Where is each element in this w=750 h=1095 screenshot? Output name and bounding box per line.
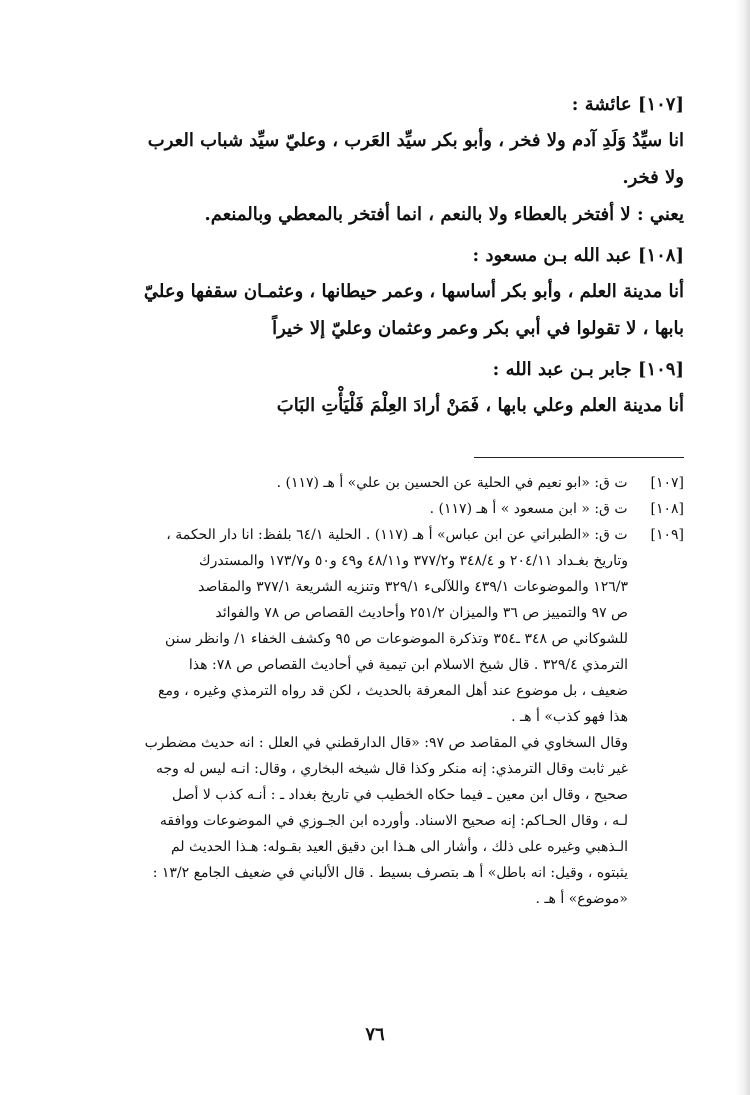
page-number: ٧٦ — [365, 1024, 385, 1045]
entry-narrator: جابر بـن عبد الله : — [492, 359, 632, 380]
hadith-entry — [124, 88, 684, 233]
entry-header — [124, 88, 684, 122]
footnote-continuation-line: صحيح ، وقال ابن معين ـ فيما حكاه الخطيب في تاريخ بغداد ـ : أنـه كذب لا أصل — [172, 787, 628, 803]
entry-narrator: عبد الله بـن مسعود : — [472, 245, 632, 266]
entry-narrator: عائشة : — [571, 94, 632, 115]
footnote-number: [١٠٨] — [650, 501, 684, 517]
footnote-text: ت ق: «الطبراني عن ابن عباس» أ هـ (١١٧) . الحلية ٦٤/١ بلفظ: انا دار الحكمة ، — [166, 527, 628, 543]
entry-number: [١٠٩] — [637, 359, 684, 380]
footnote-continuation-line: الـذهبي وغيره على ذلك ، وأشار الى هـذا ابن دقيق العيد بقـوله: هـذا الحديث لم — [170, 839, 628, 855]
footnote-number: [١٠٧] — [650, 475, 684, 491]
footnote-line: الترمذي ٣٢٩/٤ . قال شيخ الاسلام ابن تيمية في أحاديث القصاص ص ٧٨: هذا — [188, 657, 628, 673]
entry-header — [124, 353, 684, 387]
entry-header — [124, 239, 684, 273]
footnote-line: ضعيف ، بل موضوع عند أهل المعرفة بالحديث ، لكن قد رواه الترمذي وغيره ، ومع — [158, 683, 628, 699]
entry-text-line: ولا فخر. — [622, 167, 684, 188]
entry-text-line: بابها ، لا تقولوا في أبي بكر وعمر وعثمان وعليّ إلا خيراً — [272, 318, 684, 339]
entry-text-line: أنا مدينة العلم ، وأبو بكر أساسها ، وعمر حيطانها ، وعثمـان سقفها وعليّ — [143, 281, 684, 302]
footnotes — [124, 470, 684, 912]
footnote-line: ١٢٦/٣ والموضوعات ٤٣٩/١ واللآلىء ٣٢٩/١ وتنزيه الشريعة ٣٧٧/١ والمقاصد — [198, 579, 628, 595]
footnote-text: ت ق: «ابو نعيم في الحلية عن الحسين بن علي» أ هـ (١١٧) . — [276, 475, 628, 491]
footnote-separator — [474, 457, 684, 458]
hadith-entries — [124, 88, 684, 430]
footnote-continuation-line: لـه ، وقال الحـاكم: إنه صحيح الاسناد. وأورده ابن الجـوزي في الموضوعات ووافقه — [159, 813, 628, 829]
footnote-number: [١٠٩] — [650, 527, 684, 543]
entry-text-line: يعني : لا أفتخر بالعطاء ولا بالنعم ، انما أفتخر بالمعطي وبالمنعم. — [204, 204, 684, 225]
footnote-line — [124, 470, 684, 496]
entry-text-line: أنا مدينة العلم وعلي بابها ، فَمَنْ أرادَ العِلْمَ فَلْيَأْتِ البَابَ — [276, 395, 684, 416]
footnote-continuation-line: يثبتوه ، وقيل: انه باطل» أ هـ بتصرف بسيط . قال الألباني في ضعيف الجامع ١٣/٢ : — [152, 865, 628, 881]
footnote-continuation-line: غير ثابت وقال الترمذي: إنه منكر وكذا قال شيخه البخاري ، وقال: انـه ليس له وجه — [155, 761, 628, 777]
footnote-line: للشوكاني ص ٣٤٨ ـ٣٥٤ وتذكرة الموضوعات ص ٩٥ وكشف الخفاء ١/ وانظر سنن — [165, 631, 628, 647]
entry-text-line: انا سيِّدُ وَلَدِ آدم ولا فخر ، وأبو بكر سيِّد العَرب ، وعليّ سيِّد شباب العرب — [147, 130, 684, 151]
footnote-line — [124, 522, 684, 548]
footnote-line: ص ٩٧ والتمييز ص ٣٦ والميزان ٢٥١/٢ وأحاديث القصاص ص ٧٨ والفوائد — [215, 605, 628, 621]
footnote-continuation-line: «موضوع» أ هـ . — [535, 891, 628, 907]
hadith-entry — [124, 239, 684, 347]
footnote-continuation-line: وقال السخاوي في المقاصد ص ٩٧: «قال الدارقطني في العلل : انه حديث مضطرب — [144, 735, 628, 751]
footnote-line — [124, 496, 684, 522]
footnote-text: ت ق: « ابن مسعود » أ هـ (١١٧) . — [429, 501, 628, 517]
entry-number: [١٠٧] — [637, 94, 684, 115]
hadith-entry — [124, 353, 684, 424]
entry-number: [١٠٨] — [637, 245, 684, 266]
footnote-line: وتاريخ بغـداد ٢٠٤/١١ و ٣٤٨/٤ و٣٧٧/٢ و٤٨/١١ و٤٩ و٥٠ و١٧٣/٧ والمستدرك — [199, 553, 628, 569]
page-edge-shadow — [736, 0, 750, 1095]
footnote-line: هذا فهو كذب» أ هـ . — [511, 709, 628, 725]
